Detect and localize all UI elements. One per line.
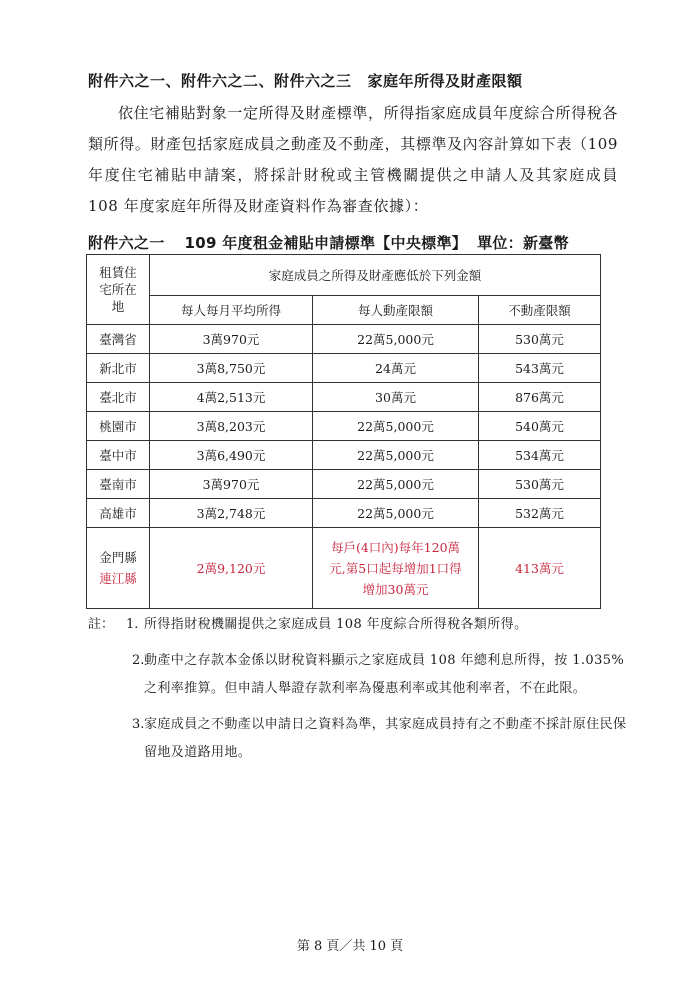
- city-cell: 臺中市: [87, 441, 150, 470]
- movable-cell: 22萬5,000元: [313, 412, 479, 441]
- page-number: 第 8 頁／共 10 頁: [296, 939, 404, 954]
- city-cell: 臺北市: [87, 383, 150, 412]
- city-cell: 新北市: [87, 354, 150, 383]
- table-title-unit: 單位：新臺幣: [477, 234, 569, 252]
- intro-text: 依住宅補貼對象一定所得及財產標準，所得指家庭成員年度綜合所得稅各類所得。財產包括家庭成員之動產及不動產，其標準及內容計算如下表（109 年度住宅補貼申請案，將採計財稅或主管機關提供之申請人及其家庭成員 108 年度家庭年所得及財產資料作為審查依據）：: [88, 104, 618, 215]
- income-cell: 4萬2,513元: [150, 383, 313, 412]
- real-estate-cell: 530萬元: [479, 325, 601, 354]
- city-kinmen: 金門縣: [99, 550, 137, 565]
- city-cell: 臺南市: [87, 470, 150, 499]
- city-cell: 桃園市: [87, 412, 150, 441]
- note-item-2: [88, 647, 628, 703]
- note-item-3: [88, 711, 628, 767]
- location-header-text: 租賃住宅所在地: [99, 265, 137, 314]
- real-estate-cell: 532萬元: [479, 499, 601, 528]
- appendix-heading: [88, 70, 523, 91]
- table-row: [87, 441, 601, 470]
- city-cell: 高雄市: [87, 499, 150, 528]
- col-header-movable: 每人動產限額: [313, 296, 479, 325]
- income-cell: 3萬8,203元: [150, 412, 313, 441]
- movable-cell: 24萬元: [313, 354, 479, 383]
- group-header: 家庭成員之所得及財產應低於下列金額: [150, 255, 601, 296]
- col-header-income: 每人每月平均所得: [150, 296, 313, 325]
- note-text-2: 動產中之存款本金係以財稅資料顯示之家庭成員 108 年總利息所得，按 1.035%之利率推算。但申請人舉證存款利率為優惠利率或其他利率者，不在此限。: [144, 653, 625, 696]
- heading-part-1: 附件六之一、附件六之二、附件六之三: [88, 72, 352, 90]
- city-cell-offshore: [87, 528, 150, 609]
- movable-line-2: 元,第5口起每增加1口得: [329, 560, 462, 576]
- real-estate-cell: 543萬元: [479, 354, 601, 383]
- note-text-3: 家庭成員之不動產以申請日之資料為準，其家庭成員持有之不動產不採計原住民保留地及道路用地。: [144, 717, 627, 760]
- income-cell: 3萬2,748元: [150, 499, 313, 528]
- note-item-1: [88, 611, 628, 639]
- note-number-2: 2.: [132, 653, 145, 668]
- income-cell: 3萬970元: [150, 470, 313, 499]
- table-title: [88, 232, 569, 253]
- city-lienchiang: 連江縣: [99, 571, 137, 586]
- income-cell-offshore: 2萬9,120元: [150, 528, 313, 609]
- movable-cell: 22萬5,000元: [313, 325, 479, 354]
- real-estate-cell: 540萬元: [479, 412, 601, 441]
- table-subheader-row: [87, 296, 601, 325]
- table-title-part-2: 109 年度租金補貼申請標準【中央標準】: [184, 234, 468, 252]
- table-row: [87, 354, 601, 383]
- table-row: [87, 325, 601, 354]
- movable-cell-offshore: [313, 528, 479, 609]
- movable-cell: 30萬元: [313, 383, 479, 412]
- note-text-1: 所得指財稅機關提供之家庭成員 108 年度綜合所得稅各類所得。: [144, 617, 528, 632]
- city-cell: 臺灣省: [87, 325, 150, 354]
- rent-subsidy-standard-table: [86, 254, 601, 609]
- note-number-1: 1.: [126, 617, 139, 632]
- movable-line-3: 增加30萬元: [362, 581, 429, 597]
- real-estate-cell-offshore: 413萬元: [479, 528, 601, 609]
- income-cell: 3萬8,750元: [150, 354, 313, 383]
- notes-label: 註：: [88, 617, 115, 632]
- notes-section: [88, 611, 628, 767]
- real-estate-cell: 530萬元: [479, 470, 601, 499]
- intro-paragraph: [88, 98, 618, 222]
- table-row: [87, 470, 601, 499]
- table-row: [87, 499, 601, 528]
- note-number-3: 3.: [132, 717, 145, 732]
- income-cell: 3萬970元: [150, 325, 313, 354]
- table-header-row: [87, 255, 601, 296]
- table-row: [87, 412, 601, 441]
- real-estate-cell: 534萬元: [479, 441, 601, 470]
- table-row: [87, 383, 601, 412]
- table-title-part-1: 附件六之一: [88, 234, 165, 252]
- heading-part-2: 家庭年所得及財產限額: [367, 72, 523, 90]
- income-cell: 3萬6,490元: [150, 441, 313, 470]
- table-row-kinmen-lienchiang: [87, 528, 601, 609]
- real-estate-cell: 876萬元: [479, 383, 601, 412]
- col-header-real-estate: 不動產限額: [479, 296, 601, 325]
- movable-cell: 22萬5,000元: [313, 441, 479, 470]
- location-header: [87, 255, 150, 325]
- movable-line-1: 每戶(4口內)每年120萬: [330, 539, 461, 555]
- movable-cell: 22萬5,000元: [313, 470, 479, 499]
- movable-cell: 22萬5,000元: [313, 499, 479, 528]
